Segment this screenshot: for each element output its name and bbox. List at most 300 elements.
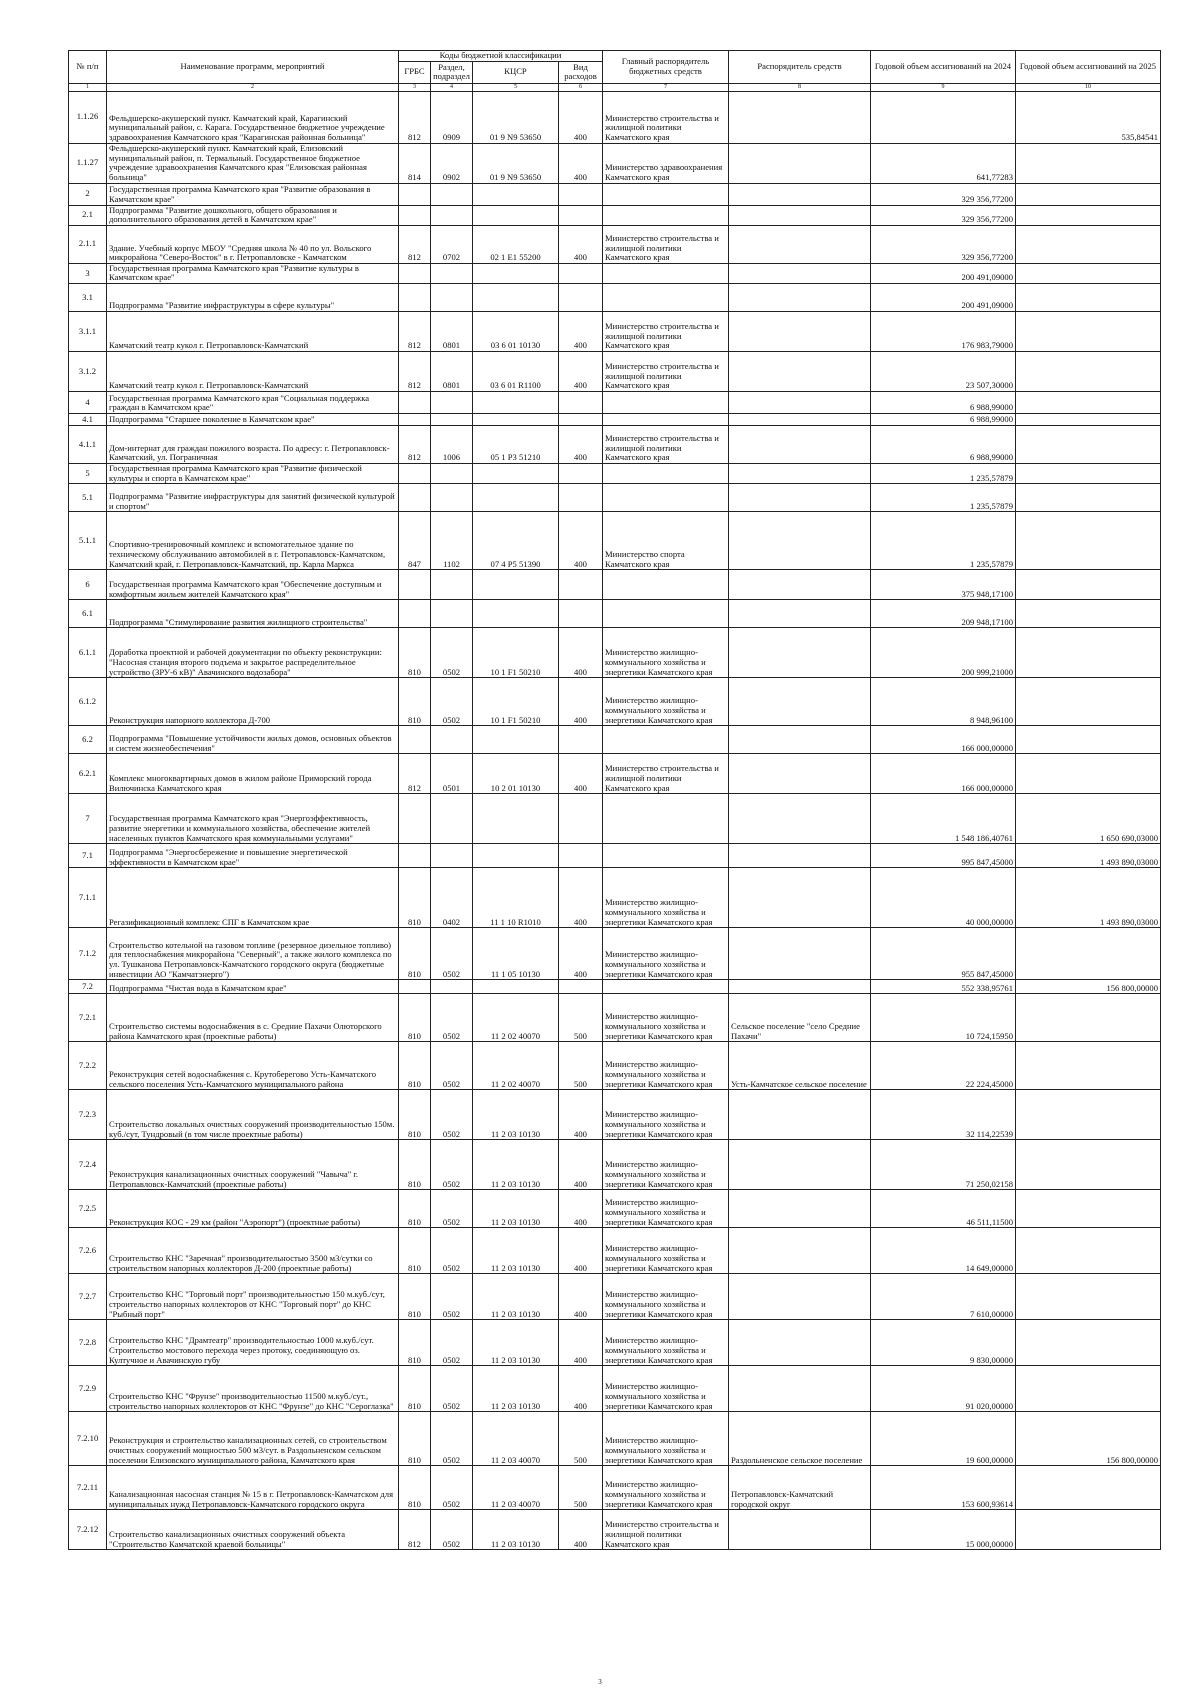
table-row [69, 311, 1161, 351]
cell-kcsr: 03 6 01 R1100 [473, 351, 559, 391]
cell-grbs: 847 [399, 512, 431, 570]
cell-num: 1.1.26 [69, 91, 107, 143]
cell-main-manager: Министерство строительства и жилищной политики Камчатского края [603, 1510, 729, 1550]
cell-vid: 500 [559, 1466, 603, 1510]
cell-grbs [399, 205, 431, 225]
cell-manager [729, 351, 871, 391]
cell-manager [729, 425, 871, 463]
cell-grbs: 812 [399, 425, 431, 463]
cell-vol-2025 [1016, 183, 1161, 205]
cell-grbs [399, 283, 431, 311]
cell-vol-2024: 6 988,99000 [871, 391, 1016, 413]
cell-vid: 400 [559, 91, 603, 143]
cell-manager [729, 1228, 871, 1274]
cell-main-manager: Министерство жилищно-коммунального хозяйства и энергетики Камчатского края [603, 628, 729, 678]
cell-vid: 400 [559, 351, 603, 391]
cell-vid: 400 [559, 754, 603, 794]
cell-razdel [431, 205, 473, 225]
cell-manager [729, 205, 871, 225]
cell-vol-2025 [1016, 600, 1161, 628]
cell-razdel: 0502 [431, 928, 473, 980]
cell-name: Подпрограмма "Развитие дошкольного, общего образования и дополнительного образования детей в Камчатском крае" [107, 205, 399, 225]
cell-main-manager: Министерство жилищно-коммунального хозяйства и энергетики Камчатского края [603, 1366, 729, 1412]
cell-manager [729, 512, 871, 570]
cell-main-manager: Министерство строительства и жилищной политики Камчатского края [603, 351, 729, 391]
cell-vol-2025 [1016, 726, 1161, 754]
cell-razdel [431, 980, 473, 994]
cell-manager [729, 1090, 871, 1140]
cell-grbs: 810 [399, 678, 431, 726]
cell-razdel [431, 794, 473, 844]
cell-kcsr: 07 4 P5 51390 [473, 512, 559, 570]
cell-main-manager: Министерство жилищно-коммунального хозяйства и энергетики Камчатского края [603, 1190, 729, 1228]
cell-kcsr [473, 600, 559, 628]
cell-manager [729, 928, 871, 980]
column-index-row [69, 83, 1161, 91]
cell-vid: 400 [559, 425, 603, 463]
table-row [69, 754, 1161, 794]
cell-vol-2024: 641,77283 [871, 143, 1016, 183]
cell-vid: 400 [559, 868, 603, 928]
cell-razdel: 0702 [431, 225, 473, 263]
cell-vid: 400 [559, 512, 603, 570]
cell-num: 7.2 [69, 980, 107, 994]
cell-vol-2025 [1016, 205, 1161, 225]
cell-name: Реконструкция сетей водоснабжения с. Крутоберегово Усть-Камчатского сельского поселения Усть-Камчатского муниципального района [107, 1042, 399, 1090]
cell-manager [729, 1510, 871, 1550]
cell-kcsr: 11 2 03 10130 [473, 1140, 559, 1190]
header-manager: Распорядитель средств [729, 51, 871, 84]
cell-vid: 500 [559, 1412, 603, 1466]
cell-manager [729, 1274, 871, 1320]
cell-manager [729, 1320, 871, 1366]
cell-razdel [431, 413, 473, 425]
cell-grbs [399, 844, 431, 868]
cell-num: 3 [69, 263, 107, 283]
cell-razdel [431, 844, 473, 868]
cell-name: Строительство системы водоснабжения в с. Средние Пахачи Олюторского района Камчатского края (проектные работы) [107, 994, 399, 1042]
cell-vol-2025 [1016, 311, 1161, 351]
cell-vol-2025 [1016, 1510, 1161, 1550]
cell-razdel [431, 463, 473, 483]
cell-vol-2024: 6 988,99000 [871, 413, 1016, 425]
cell-vol-2025 [1016, 928, 1161, 980]
cell-razdel [431, 570, 473, 600]
cell-num: 7.1 [69, 844, 107, 868]
cell-manager [729, 413, 871, 425]
cell-vol-2024: 329 356,77200 [871, 183, 1016, 205]
header-vid: Вид расходов [559, 61, 603, 83]
table-row [69, 143, 1161, 183]
cell-main-manager [603, 600, 729, 628]
cell-kcsr [473, 283, 559, 311]
cell-razdel [431, 726, 473, 754]
cell-kcsr [473, 844, 559, 868]
table-row [69, 484, 1161, 512]
cell-vid: 400 [559, 678, 603, 726]
cell-kcsr: 10 1 F1 50210 [473, 678, 559, 726]
cell-name: Канализационная насосная станция № 15 в г. Петропавловск-Камчатском для муниципальных нужд Петропавловск-Камчатского городского округа [107, 1466, 399, 1510]
cell-name: Реконструкция КОС - 29 км (район "Аэропорт") (проектные работы) [107, 1190, 399, 1228]
cell-main-manager: Министерство жилищно-коммунального хозяйства и энергетики Камчатского края [603, 1412, 729, 1466]
cell-manager: Сельское поселение "село Средние Пахачи" [729, 994, 871, 1042]
cell-num: 1.1.27 [69, 143, 107, 183]
table-row [69, 1320, 1161, 1366]
table-row [69, 1190, 1161, 1228]
cell-vol-2024: 200 999,21000 [871, 628, 1016, 678]
cell-grbs: 810 [399, 1090, 431, 1140]
cell-name: Подпрограмма "Развитие инфраструктуры для занятий физической культурой и спортом" [107, 484, 399, 512]
cell-vid [559, 391, 603, 413]
cell-kcsr [473, 484, 559, 512]
cell-name: Государственная программа Камчатского края "Развитие культуры в Камчатском крае" [107, 263, 399, 283]
cell-kcsr: 11 2 03 10130 [473, 1366, 559, 1412]
cell-vol-2024: 32 114,22539 [871, 1090, 1016, 1140]
cell-grbs [399, 413, 431, 425]
cell-name: Государственная программа Камчатского края "Развитие физической культуры и спорта в Камчатском крае" [107, 463, 399, 483]
cell-razdel: 0902 [431, 143, 473, 183]
cell-num: 6.1.2 [69, 678, 107, 726]
cell-vol-2025 [1016, 263, 1161, 283]
cell-vol-2024: 15 000,00000 [871, 1510, 1016, 1550]
table-row [69, 183, 1161, 205]
cell-vol-2024: 6 988,99000 [871, 425, 1016, 463]
table-row [69, 794, 1161, 844]
cell-manager [729, 600, 871, 628]
cell-name: Строительство котельной на газовом топливе (резервное дизельное топливо) для теплоснабжения микрорайона "Северный", а также жилого комплекса по ул. Тушканова Петропавловск-Камчатского городского округа (бюджетные инвестиции АО "Камчатэнерго") [107, 928, 399, 980]
cell-grbs: 810 [399, 994, 431, 1042]
cell-num: 7.2.10 [69, 1412, 107, 1466]
cell-num: 7.1.1 [69, 868, 107, 928]
cell-vid: 400 [559, 1190, 603, 1228]
cell-vol-2024: 46 511,11500 [871, 1190, 1016, 1228]
cell-razdel: 0502 [431, 994, 473, 1042]
cell-vol-2025: 156 800,00000 [1016, 1412, 1161, 1466]
cell-name: Спортивно-тренировочный комплекс и вспомогательное здание по техническому обслуживанию автомобилей в г. Петропавловск-Камчатском, Камчатский край, г. Петропавловск-Камчатский, пр. Карла Маркса [107, 512, 399, 570]
cell-main-manager: Министерство строительства и жилищной политики Камчатского края [603, 225, 729, 263]
cell-grbs: 812 [399, 91, 431, 143]
cell-main-manager: Министерство строительства и жилищной политики Камчатского края [603, 754, 729, 794]
table-row [69, 1412, 1161, 1466]
cell-razdel: 0502 [431, 1510, 473, 1550]
cell-razdel: 0501 [431, 754, 473, 794]
cell-main-manager: Министерство жилищно-коммунального хозяйства и энергетики Камчатского края [603, 1140, 729, 1190]
cell-grbs [399, 570, 431, 600]
cell-razdel: 0502 [431, 1140, 473, 1190]
cell-name: Доработка проектной и рабочей документации по объекту реконструкции: "Насосная станция второго подъема и закрытое распределительное устройство (ЗРУ-6 кВ)" Авачинского водозабора" [107, 628, 399, 678]
page-number: 3 [598, 1678, 602, 1686]
cell-vol-2024: 19 600,00000 [871, 1412, 1016, 1466]
cell-grbs: 810 [399, 1190, 431, 1228]
cell-vid: 400 [559, 1320, 603, 1366]
cell-kcsr: 11 2 02 40070 [473, 994, 559, 1042]
table-row [69, 512, 1161, 570]
cell-kcsr: 01 9 N9 53650 [473, 143, 559, 183]
cell-num: 5.1.1 [69, 512, 107, 570]
cell-num: 2 [69, 183, 107, 205]
cell-kcsr: 11 1 05 10130 [473, 928, 559, 980]
table-row [69, 91, 1161, 143]
cell-main-manager: Министерство спорта Камчатского края [603, 512, 729, 570]
cell-vol-2024: 375 948,17100 [871, 570, 1016, 600]
cell-vol-2024: 1 235,57879 [871, 463, 1016, 483]
cell-name: Подпрограмма "Повышение устойчивости жилых домов, основных объектов и систем жизнеобеспечения" [107, 726, 399, 754]
cell-vol-2024: 7 610,00000 [871, 1274, 1016, 1320]
cell-vol-2024: 1 548 186,40761 [871, 794, 1016, 844]
cell-grbs: 812 [399, 754, 431, 794]
cell-num: 7.2.12 [69, 1510, 107, 1550]
table-row [69, 283, 1161, 311]
table-row [69, 351, 1161, 391]
cell-kcsr: 11 2 02 40070 [473, 1042, 559, 1090]
cell-vid: 400 [559, 1510, 603, 1550]
cell-main-manager: Министерство жилищно-коммунального хозяйства и энергетики Камчатского края [603, 1042, 729, 1090]
cell-vol-2025 [1016, 1320, 1161, 1366]
cell-manager [729, 263, 871, 283]
cell-razdel: 0502 [431, 628, 473, 678]
cell-vol-2024: 176 983,79000 [871, 311, 1016, 351]
cell-vol-2025 [1016, 143, 1161, 183]
budget-table [68, 50, 1161, 1550]
cell-vol-2025 [1016, 391, 1161, 413]
cell-vol-2024: 329 356,77200 [871, 205, 1016, 225]
cell-name: Здание. Учебный корпус МБОУ "Средняя школа № 40 по ул. Вольского микрорайона "Северо-Восток" в г. Петропавловске - Камчатском [107, 225, 399, 263]
cell-grbs: 810 [399, 1366, 431, 1412]
cell-num: 7.2.2 [69, 1042, 107, 1090]
header-codes-group: Коды бюджетной классификации [399, 51, 603, 62]
cell-num: 3.1 [69, 283, 107, 311]
cell-kcsr: 11 2 03 10130 [473, 1190, 559, 1228]
cell-vol-2025 [1016, 994, 1161, 1042]
table-row [69, 463, 1161, 483]
cell-grbs: 812 [399, 1510, 431, 1550]
cell-main-manager [603, 391, 729, 413]
cell-main-manager [603, 283, 729, 311]
cell-kcsr: 02 1 E1 55200 [473, 225, 559, 263]
cell-vol-2025 [1016, 1042, 1161, 1090]
cell-vol-2024: 22 224,45000 [871, 1042, 1016, 1090]
cell-main-manager: Министерство жилищно-коммунального хозяйства и энергетики Камчатского края [603, 1320, 729, 1366]
cell-vol-2024: 200 491,09000 [871, 263, 1016, 283]
cell-razdel [431, 263, 473, 283]
cell-num: 7.2.9 [69, 1366, 107, 1412]
cell-num: 5 [69, 463, 107, 483]
cell-razdel: 0502 [431, 1466, 473, 1510]
cell-main-manager: Министерство жилищно-коммунального хозяйства и энергетики Камчатского края [603, 1466, 729, 1510]
cell-razdel: 0502 [431, 1320, 473, 1366]
cell-kcsr: 11 2 03 10130 [473, 1510, 559, 1550]
table-row [69, 678, 1161, 726]
cell-name: Строительство КНС "Торговый порт" производительностью 150 м.куб./сут, строительство напорных коллекторов от КНС "Торговый порт" до КНС "Рыбный порт" [107, 1274, 399, 1320]
cell-kcsr [473, 205, 559, 225]
cell-name: Реконструкция канализационных очистных сооружений "Чавыча" г. Петропавловск-Камчатский (проектные работы) [107, 1140, 399, 1190]
cell-kcsr: 11 1 10 R1010 [473, 868, 559, 928]
column-index: 4 [431, 83, 473, 91]
cell-kcsr [473, 183, 559, 205]
cell-razdel [431, 484, 473, 512]
cell-num: 7.2.5 [69, 1190, 107, 1228]
cell-vol-2025 [1016, 1466, 1161, 1510]
cell-name: Государственная программа Камчатского края "Развитие образования в Камчатском крае" [107, 183, 399, 205]
cell-vid [559, 600, 603, 628]
cell-grbs [399, 980, 431, 994]
cell-num: 2.1.1 [69, 225, 107, 263]
cell-razdel: 0502 [431, 1190, 473, 1228]
cell-vol-2025 [1016, 1140, 1161, 1190]
cell-manager [729, 143, 871, 183]
cell-num: 4.1 [69, 413, 107, 425]
cell-main-manager: Министерство строительства и жилищной политики Камчатского края [603, 311, 729, 351]
cell-kcsr [473, 570, 559, 600]
cell-vol-2025 [1016, 1090, 1161, 1140]
cell-name: Государственная программа Камчатского края "Социальная поддержка граждан в Камчатском крае" [107, 391, 399, 413]
cell-main-manager: Министерство жилищно-коммунального хозяйства и энергетики Камчатского края [603, 1228, 729, 1274]
cell-vid: 400 [559, 1228, 603, 1274]
cell-vol-2025 [1016, 1366, 1161, 1412]
cell-grbs: 810 [399, 1228, 431, 1274]
cell-vol-2025 [1016, 628, 1161, 678]
table-header [69, 51, 1161, 92]
cell-manager [729, 1366, 871, 1412]
cell-manager [729, 844, 871, 868]
cell-manager [729, 283, 871, 311]
table-row [69, 868, 1161, 928]
cell-num: 7.2.8 [69, 1320, 107, 1366]
cell-vid [559, 794, 603, 844]
cell-kcsr [473, 463, 559, 483]
cell-razdel [431, 391, 473, 413]
cell-main-manager [603, 205, 729, 225]
cell-vid [559, 570, 603, 600]
cell-vid [559, 413, 603, 425]
cell-vol-2025 [1016, 484, 1161, 512]
table-row [69, 1090, 1161, 1140]
cell-vol-2025 [1016, 1190, 1161, 1228]
cell-num: 4 [69, 391, 107, 413]
cell-vid: 400 [559, 225, 603, 263]
cell-grbs: 812 [399, 351, 431, 391]
cell-kcsr: 11 2 03 10130 [473, 1274, 559, 1320]
cell-num: 6 [69, 570, 107, 600]
cell-main-manager [603, 463, 729, 483]
cell-manager [729, 678, 871, 726]
cell-name: Строительство КНС "Фрунзе" производительностью 11500 м.куб./сут., строительство напорных коллекторов от КНС "Фрунзе" до КНС "Сероглазка" [107, 1366, 399, 1412]
table-row [69, 205, 1161, 225]
table-row [69, 1274, 1161, 1320]
cell-num: 3.1.2 [69, 351, 107, 391]
header-vol-2024: Годовой объем ассигнований на 2024 [871, 51, 1016, 84]
cell-vol-2024: 8 948,96100 [871, 678, 1016, 726]
cell-manager [729, 391, 871, 413]
header-main-manager: Главный распорядитель бюджетных средств [603, 51, 729, 84]
cell-vol-2024: 955 847,45000 [871, 928, 1016, 980]
table-row [69, 1140, 1161, 1190]
cell-razdel [431, 283, 473, 311]
cell-main-manager [603, 726, 729, 754]
cell-kcsr [473, 794, 559, 844]
cell-main-manager: Министерство строительства и жилищной политики Камчатского края [603, 91, 729, 143]
cell-vid: 400 [559, 143, 603, 183]
budget-table-sheet [68, 50, 1160, 1550]
cell-main-manager: Министерство жилищно-коммунального хозяйства и энергетики Камчатского края [603, 928, 729, 980]
cell-manager [729, 91, 871, 143]
cell-vol-2025: 1 650 690,03000 [1016, 794, 1161, 844]
cell-main-manager [603, 794, 729, 844]
cell-grbs: 810 [399, 928, 431, 980]
cell-vid: 400 [559, 1366, 603, 1412]
cell-manager [729, 225, 871, 263]
cell-name: Строительство КНС "Заречная" производительностью 3500 м3/сутки со строительством напорных коллекторов Д-200 (проектные работы) [107, 1228, 399, 1274]
table-row [69, 413, 1161, 425]
cell-grbs: 814 [399, 143, 431, 183]
cell-vol-2024: 9 830,00000 [871, 1320, 1016, 1366]
cell-grbs: 810 [399, 1320, 431, 1366]
table-row [69, 980, 1161, 994]
cell-name: Реконструкция напорного коллектора Д-700 [107, 678, 399, 726]
cell-grbs [399, 794, 431, 844]
cell-vid [559, 484, 603, 512]
cell-name: Подпрограмма "Стимулирование развития жилищного строительства" [107, 600, 399, 628]
table-row [69, 1366, 1161, 1412]
cell-manager: Раздольненское сельское поселение [729, 1412, 871, 1466]
cell-razdel: 0502 [431, 1274, 473, 1320]
cell-main-manager: Министерство жилищно-коммунального хозяйства и энергетики Камчатского края [603, 994, 729, 1042]
cell-num: 6.2 [69, 726, 107, 754]
cell-grbs [399, 600, 431, 628]
cell-grbs [399, 183, 431, 205]
cell-kcsr: 11 2 03 10130 [473, 1090, 559, 1140]
cell-kcsr: 10 1 F1 50210 [473, 628, 559, 678]
cell-grbs [399, 463, 431, 483]
cell-num: 7.2.4 [69, 1140, 107, 1190]
cell-vol-2025 [1016, 512, 1161, 570]
cell-manager [729, 868, 871, 928]
cell-main-manager: Министерство здравоохранения Камчатского края [603, 143, 729, 183]
cell-vid: 400 [559, 628, 603, 678]
column-index: 1 [69, 83, 107, 91]
cell-vol-2024 [871, 91, 1016, 143]
table-row [69, 1466, 1161, 1510]
cell-vol-2024: 200 491,09000 [871, 283, 1016, 311]
cell-manager [729, 628, 871, 678]
cell-vol-2024: 71 250,02158 [871, 1140, 1016, 1190]
cell-vol-2024: 329 356,77200 [871, 225, 1016, 263]
cell-grbs: 812 [399, 225, 431, 263]
cell-vid: 400 [559, 1140, 603, 1190]
cell-vol-2024: 1 235,57879 [871, 512, 1016, 570]
cell-vol-2024: 153 600,93614 [871, 1466, 1016, 1510]
cell-razdel [431, 600, 473, 628]
table-row [69, 928, 1161, 980]
cell-name: Фельдшерско-акушерский пункт. Камчатский край, Карагинский муниципальный район, с. Карага. Государственное бюджетное учреждение здравоохранения Камчатского края "Карагинская районная больница" [107, 91, 399, 143]
cell-razdel [431, 183, 473, 205]
header-name: Наименование программ, мероприятий [107, 51, 399, 84]
cell-main-manager [603, 980, 729, 994]
cell-main-manager [603, 183, 729, 205]
cell-razdel: 0502 [431, 678, 473, 726]
cell-manager [729, 1190, 871, 1228]
cell-vid [559, 263, 603, 283]
column-index: 3 [399, 83, 431, 91]
cell-manager [729, 463, 871, 483]
cell-vid [559, 463, 603, 483]
cell-vol-2025 [1016, 463, 1161, 483]
cell-kcsr [473, 263, 559, 283]
cell-grbs [399, 726, 431, 754]
cell-razdel: 0801 [431, 311, 473, 351]
cell-vol-2024: 166 000,00000 [871, 754, 1016, 794]
cell-name: Комплекс многоквартирных домов в жилом районе Приморский города Вилючинска Камчатского края [107, 754, 399, 794]
